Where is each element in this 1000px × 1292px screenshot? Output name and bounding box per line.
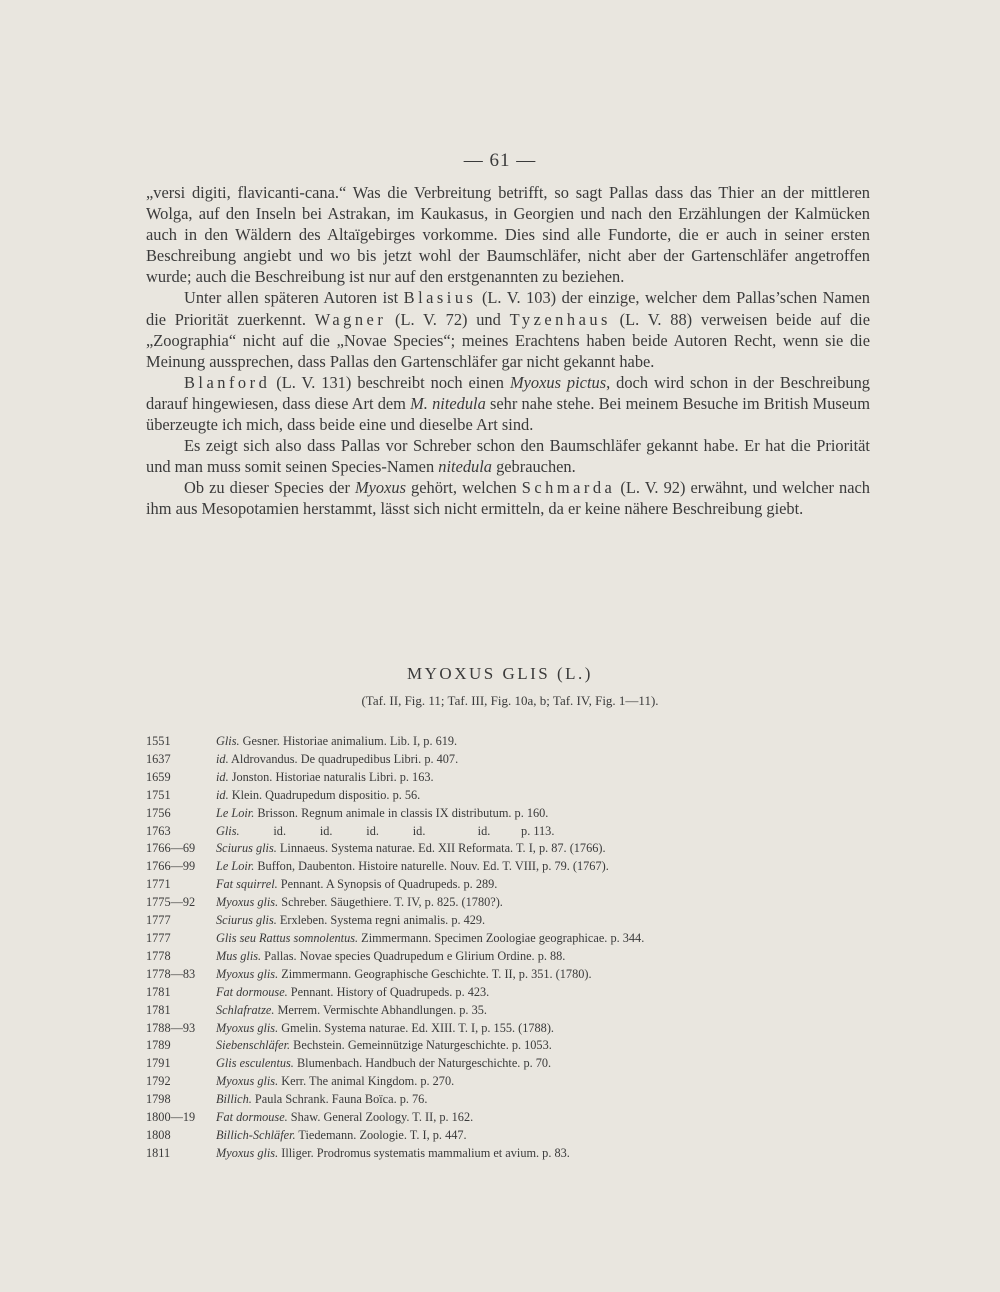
- citation-text: Schreber. Säugethiere. T. IV, p. 825. (1780?).: [278, 895, 503, 910]
- bibliography-year: 1551: [146, 734, 171, 748]
- page-number: — 61 —: [463, 150, 537, 171]
- body-text: [146, 182, 870, 520]
- citation-text: Buffon, Daubenton. Histoire naturelle. Nouv. Ed. T. VIII, p. 79. (1767).: [254, 859, 609, 874]
- bibliography-year: 1775—92: [146, 895, 196, 910]
- bibliography-entry: [216, 984, 846, 1002]
- author-name: Wagner: [314, 309, 387, 329]
- bibliography-row: [146, 1091, 846, 1109]
- italic-term: Myoxus pictus: [509, 372, 607, 392]
- text-run: (L. V. 92) erwähnt, und welcher nach ihm aus Mesopotamien herstammt, lässt sich nicht ermitteln, da er keine nähere Beschreibung giebt.: [146, 478, 870, 519]
- bibliography-entry: [216, 1109, 846, 1127]
- bibliography-year: 1791: [146, 1056, 171, 1071]
- bibliography-year: 1808: [146, 1127, 171, 1142]
- italic-term: M. nitedula: [410, 393, 486, 413]
- bibliography-year: 1781: [146, 1002, 171, 1017]
- bibliography-row: [146, 787, 846, 805]
- text-run: (L. V. 131) beschreibt noch einen: [270, 372, 510, 392]
- species-name: Le Loir.: [216, 859, 255, 874]
- bibliography-row: [146, 876, 846, 894]
- bibliography-row: [146, 984, 846, 1002]
- bibliography-year: 1777: [146, 913, 171, 928]
- species-name: Billich-Schläfer.: [216, 1127, 296, 1142]
- bibliography-entry: [216, 787, 846, 805]
- author-name: Schmarda: [521, 478, 616, 498]
- bibliography-entry: [216, 805, 846, 823]
- citation-text: Blumenbach. Handbuch der Naturgeschichte. p. 70.: [293, 1056, 552, 1071]
- bibliography-row: [146, 840, 846, 858]
- section-title: MYOXUS GLIS (L.): [407, 664, 593, 683]
- citation-text: Brisson. Regnum animale in classis IX distributum. p. 160.: [254, 805, 549, 820]
- bibliography-year: 1781: [146, 984, 171, 999]
- bibliography-row: [146, 1109, 846, 1127]
- citation-text: Erxleben. Systema regni animalis. p. 429.: [276, 913, 486, 928]
- text-run: (L. V. 103) der einzige, welcher dem Pallas’schen Namen die Priorität zuerkennt.: [146, 288, 871, 329]
- species-name: Myoxus glis.: [216, 1074, 279, 1089]
- species-name: Myoxus glis.: [216, 966, 279, 981]
- species-name: Myoxus glis.: [216, 895, 279, 910]
- text-run: gebrauchen.: [491, 457, 576, 477]
- bibliography-year: 1792: [146, 1074, 171, 1089]
- bibliography-entry: [216, 948, 846, 966]
- bibliography-entry: [216, 876, 846, 894]
- bibliography-year: 1778—83: [146, 966, 196, 981]
- bibliography-row: [146, 1055, 846, 1073]
- bibliography-entry: [216, 1020, 846, 1038]
- section-subtitle: (Taf. II, Fig. 11; Taf. III, Fig. 10a, b; Taf. IV, Fig. 1—11).: [361, 693, 659, 708]
- bibliography-entry: [216, 930, 846, 948]
- text-run: gehört, welchen: [405, 478, 522, 498]
- species-name: id.: [216, 769, 229, 784]
- author-name: Blasius: [403, 288, 477, 308]
- bibliography-entry: [216, 1127, 846, 1145]
- species-name: Sciurus glis.: [216, 841, 277, 856]
- text-run: Es zeigt sich also dass Pallas vor Schreber schon den Baumschläfer gekannt habe. Er hat die Priorität und man muss somit seinen Species-Namen: [146, 436, 870, 477]
- bibliography-year: 1788—93: [146, 1020, 196, 1035]
- bibliography-entry: [216, 823, 846, 841]
- species-name: id.: [216, 787, 229, 802]
- citation-text: Linnaeus. Systema naturae. Ed. XII Reformata. T. I, p. 87. (1766).: [276, 841, 606, 856]
- species-name: Glis.: [216, 823, 240, 838]
- bibliography-year: 1763: [146, 823, 171, 838]
- bibliography-entry: [216, 858, 846, 876]
- italic-term: nitedula: [438, 457, 492, 477]
- text-run: Unter allen späteren Autoren ist: [184, 288, 404, 308]
- bibliography-year: 1659: [146, 769, 171, 784]
- bibliography-row: [146, 751, 846, 769]
- bibliography-row: [146, 858, 846, 876]
- citation-text: Illiger. Prodromus systematis mammalium et avium. p. 83.: [278, 1145, 570, 1160]
- bibliography-row: [146, 912, 846, 930]
- paragraph: [146, 435, 870, 477]
- citation-text: Tiedemann. Zoologie. T. I, p. 447.: [295, 1127, 467, 1142]
- bibliography-row: [146, 1037, 846, 1055]
- species-name: Le Loir.: [216, 805, 255, 820]
- bibliography-year: 1777: [146, 930, 171, 945]
- species-name: Myoxus glis.: [216, 1145, 279, 1160]
- species-name: Schlafratze.: [216, 1002, 275, 1017]
- species-name: Glis.: [216, 734, 240, 748]
- species-name: Fat squirrel.: [216, 877, 278, 892]
- bibliography-year: 1756: [146, 805, 171, 820]
- bibliography-year: 1637: [146, 751, 171, 766]
- bibliography-row: [146, 1020, 846, 1038]
- citation-text: Zimmermann. Specimen Zoologiae geographicae. p. 344.: [358, 930, 645, 945]
- bibliography-entry: [216, 1145, 846, 1163]
- italic-term: Myoxus: [354, 478, 406, 498]
- citation-text: id. id. id. id. id. p. 113.: [239, 823, 555, 838]
- bibliography-year: 1771: [146, 877, 171, 892]
- bibliography-year: 1811: [146, 1145, 171, 1160]
- bibliography-year: 1751: [146, 787, 171, 802]
- bibliography-year: 1766—69: [146, 841, 196, 856]
- bibliography-list: [146, 733, 846, 1163]
- citation-text: Shaw. General Zoology. T. II, p. 162.: [287, 1110, 474, 1125]
- species-name: Glis esculentus.: [216, 1056, 294, 1071]
- bibliography-row: [146, 805, 846, 823]
- bibliography-entry: [216, 840, 846, 858]
- bibliography-year: 1798: [146, 1092, 171, 1107]
- bibliography-row: [146, 1073, 846, 1091]
- citation-text: Zimmermann. Geographische Geschichte. T. II, p. 351. (1780).: [278, 966, 592, 981]
- paragraph: [146, 477, 870, 519]
- bibliography-row: [146, 1145, 846, 1163]
- citation-text: Pennant. A Synopsis of Quadrupeds. p. 289.: [277, 877, 498, 892]
- text-run: Ob zu dieser Species der: [184, 478, 355, 498]
- bibliography-entry: [216, 733, 846, 751]
- citation-text: Jonston. Historiae naturalis Libri. p. 163.: [228, 769, 434, 784]
- bibliography-entry: [216, 1037, 846, 1055]
- bibliography-entry: [216, 1091, 846, 1109]
- bibliography-row: [146, 733, 846, 751]
- bibliography-entry: [216, 912, 846, 930]
- citation-text: Pallas. Novae species Quadrupedum e Glirium Ordine. p. 88.: [261, 948, 566, 963]
- bibliography-entry: [216, 1002, 846, 1020]
- species-name: Sciurus glis.: [216, 913, 277, 928]
- bibliography-year: 1778: [146, 948, 171, 963]
- text-run: „versi digiti, flavicanti-cana.“ Was die Verbreitung betrifft, so sagt Pallas dass das Thier an der mittleren Wolga, auf den Inseln bei Astrakan, im Kaukasus, in Georgien und nach den Erzählungen der Kalmücken auch in den Wäldern des Altaïgebirges vorkomme. Dies sind alle Fundorte, die er auch in seiner ersten Beschreibung angiebt und wo bis jetzt wohl der Baumschläfer, nicht aber der Gartenschläfer angetroffen wurde; auch die Beschreibung ist nur auf den erstgenannten zu beziehen.: [146, 183, 870, 287]
- bibliography-entry: [216, 894, 846, 912]
- species-name: id.: [216, 751, 229, 766]
- bibliography-row: [146, 966, 846, 984]
- citation-text: Kerr. The animal Kingdom. p. 270.: [278, 1074, 455, 1089]
- bibliography-row: [146, 1002, 846, 1020]
- bibliography-year: 1800—19: [146, 1110, 196, 1125]
- bibliography-row: [146, 1127, 846, 1145]
- species-name: Mus glis.: [216, 948, 262, 963]
- citation-text: Klein. Quadrupedum dispositio. p. 56.: [228, 787, 421, 802]
- citation-text: Paula Schrank. Fauna Boïca. p. 76.: [251, 1092, 428, 1107]
- species-name: Fat dormouse.: [216, 984, 288, 999]
- bibliography-entry: [216, 769, 846, 787]
- species-name: Billich.: [216, 1092, 252, 1107]
- bibliography-entry: [216, 1055, 846, 1073]
- bibliography-year: 1789: [146, 1038, 171, 1053]
- text-run: , doch wird schon in der Beschreibung darauf hingewiesen, dass diese Art dem: [146, 372, 870, 413]
- citation-text: Pennant. History of Quadrupeds. p. 423.: [287, 984, 490, 999]
- author-name: Tyzenhaus: [509, 309, 611, 329]
- paragraph: [146, 182, 870, 287]
- citation-text: Gesner. Historiae animalium. Lib. I, p. 619.: [239, 734, 458, 748]
- author-name: Blanford: [184, 372, 271, 392]
- bibliography-row: [146, 769, 846, 787]
- bibliography-entry: [216, 966, 846, 984]
- bibliography-year: 1766—99: [146, 859, 196, 874]
- species-name: Myoxus glis.: [216, 1020, 279, 1035]
- bibliography-row: [146, 930, 846, 948]
- citation-text: Merrem. Vermischte Abhandlungen. p. 35.: [274, 1002, 487, 1017]
- citation-text: Aldrovandus. De quadrupedibus Libri. p. 407.: [228, 751, 459, 766]
- bibliography-entry: [216, 1073, 846, 1091]
- bibliography-row: [146, 948, 846, 966]
- paragraph: [146, 287, 870, 371]
- bibliography-row: [146, 823, 846, 841]
- bibliography-row: [146, 894, 846, 912]
- text-run: (L. V. 72) und: [386, 309, 510, 329]
- species-name: Glis seu Rattus somnolentus.: [216, 930, 359, 945]
- paragraph: [146, 372, 870, 435]
- species-name: Siebenschläfer.: [216, 1038, 291, 1053]
- text-run: sehr nahe stehe. Bei meinem Besuche im British Museum überzeugte ich mich, dass beide eine und dieselbe Art sind.: [146, 393, 870, 435]
- text-run: (L. V. 88) verweisen beide auf die „Zoographia“ nicht auf die „Novae Species“; meines Erachtens haben beide Autoren Recht, wenn sie die Meinung aussprechen, dass Pallas den Gartenschläfer gar nicht gekannt habe.: [146, 309, 871, 371]
- citation-text: Bechstein. Gemeinnützige Naturgeschichte. p. 1053.: [290, 1038, 552, 1053]
- species-name: Fat dormouse.: [216, 1110, 288, 1125]
- citation-text: Gmelin. Systema naturae. Ed. XIII. T. I, p. 155. (1788).: [278, 1020, 554, 1035]
- bibliography-entry: [216, 751, 846, 769]
